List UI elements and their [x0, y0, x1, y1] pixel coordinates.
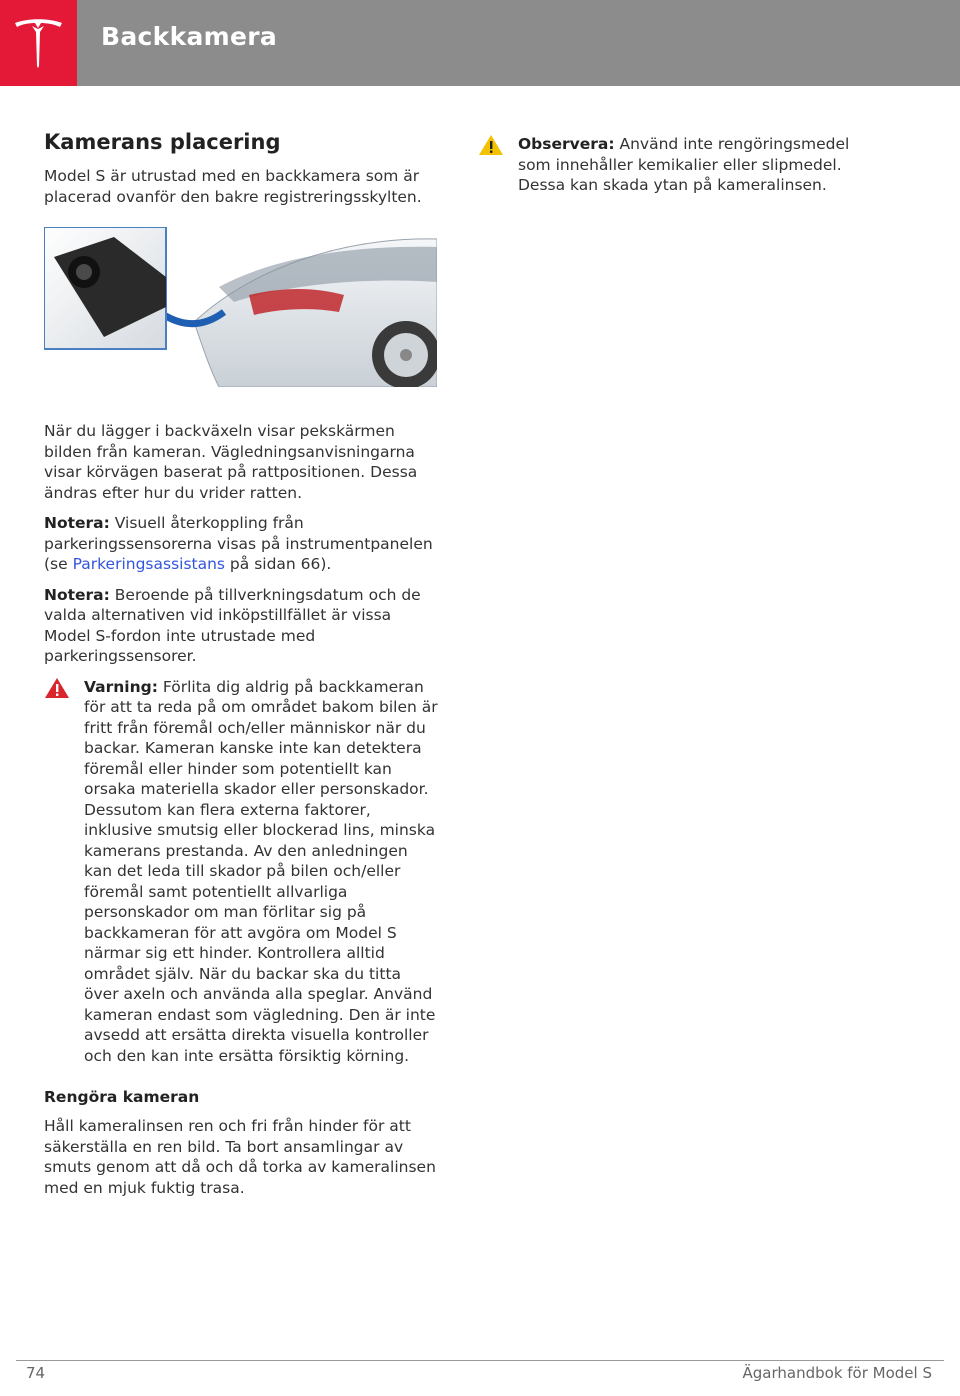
parking-assist-link[interactable]: Parkeringsassistans: [72, 555, 225, 573]
page-title: Backkamera: [101, 22, 278, 51]
page-number: 74: [26, 1364, 46, 1382]
note-label: Notera:: [44, 514, 110, 532]
tesla-logo: [0, 0, 77, 86]
caution-block: [478, 134, 878, 196]
cleaning-paragraph: Håll kameralinsen ren och fri från hinder för att säkerställa en ren bild. Ta bort ansamlingar av smuts genom att då och då torka av kameralinsen med en mjuk fuktig trasa.: [44, 1117, 436, 1197]
tesla-logo-icon: [12, 16, 65, 70]
warning-block: [44, 677, 440, 1067]
caution-icon: [478, 134, 504, 156]
right-column: [478, 130, 878, 206]
note-text: Visuell återkoppling från parkeringssensorerna visas på instrumentpanelen (se: [44, 514, 433, 573]
note-text: Beroende på tillverkningsdatum och de valda alternativen vid inköpstillfället är vissa Model S-fordon inte utrustade med parkeringssensorer.: [44, 585, 421, 665]
warning-icon: [44, 677, 70, 699]
note-sensors: [44, 585, 440, 667]
warning-body: Förlita dig aldrig på backkameran för att ta reda på om området bakom bilen är fritt från föremål och/eller människor när du backar. Kameran kanske inte kan detektera föremål eller hinder som potentiellt kan orsaka materiella skador eller personskador. Dessutom kan flera externa faktorer, inklusive smutsig eller blockerad lins, minska kamerans prestanda. Av den anledningen kan det leda till skador på bilen och/eller föremål samt potentiellt allvarliga personskador om man förlitar sig på backkameran för att avgöra om Model S närmar sig ett hinder. Kontrollera alltid området själv. När du backar ska du titta över axeln och använda alla speglar. Använd kameran endast som vägledning. Den är inte avsedd att ersätta direkta visuella kontroller och den kan inte ersätta försiktig körning.: [84, 677, 438, 1065]
left-column: [44, 130, 440, 1208]
footer-divider: [16, 1360, 944, 1361]
note-label: Notera:: [44, 585, 110, 604]
caution-label: Observera:: [518, 135, 615, 153]
camera-location-figure: [44, 227, 437, 387]
reverse-paragraph: När du lägger i backväxeln visar pekskärmen bilden från kameran. Vägledningsanvisningarna visar körvägen baserat på rattpositionen. Dessa ändras efter hur du vrider ratten.: [44, 422, 418, 502]
caution-body: Använd inte rengöringsmedel som innehåller kemikalier eller slipmedel. Dessa kan skada ytan på kameralinsen.: [518, 135, 850, 194]
intro-paragraph: Model S är utrustad med en backkamera som är placerad ovanför den bakre registreringsskylten.: [44, 167, 422, 206]
cleaning-heading: Rengöra kameran: [44, 1088, 200, 1106]
warning-label: Varning:: [84, 677, 158, 696]
warning-text: [84, 677, 440, 1067]
page-header: [0, 0, 960, 86]
footer-title: Ägarhandbok för Model S: [742, 1364, 932, 1382]
section-heading: Kamerans placering: [44, 130, 281, 154]
note-parking-feedback: [44, 513, 440, 575]
caution-text: [518, 134, 878, 196]
note-text-after: på sidan 66).: [225, 555, 332, 573]
car-rear-camera-illustration: [44, 227, 437, 387]
